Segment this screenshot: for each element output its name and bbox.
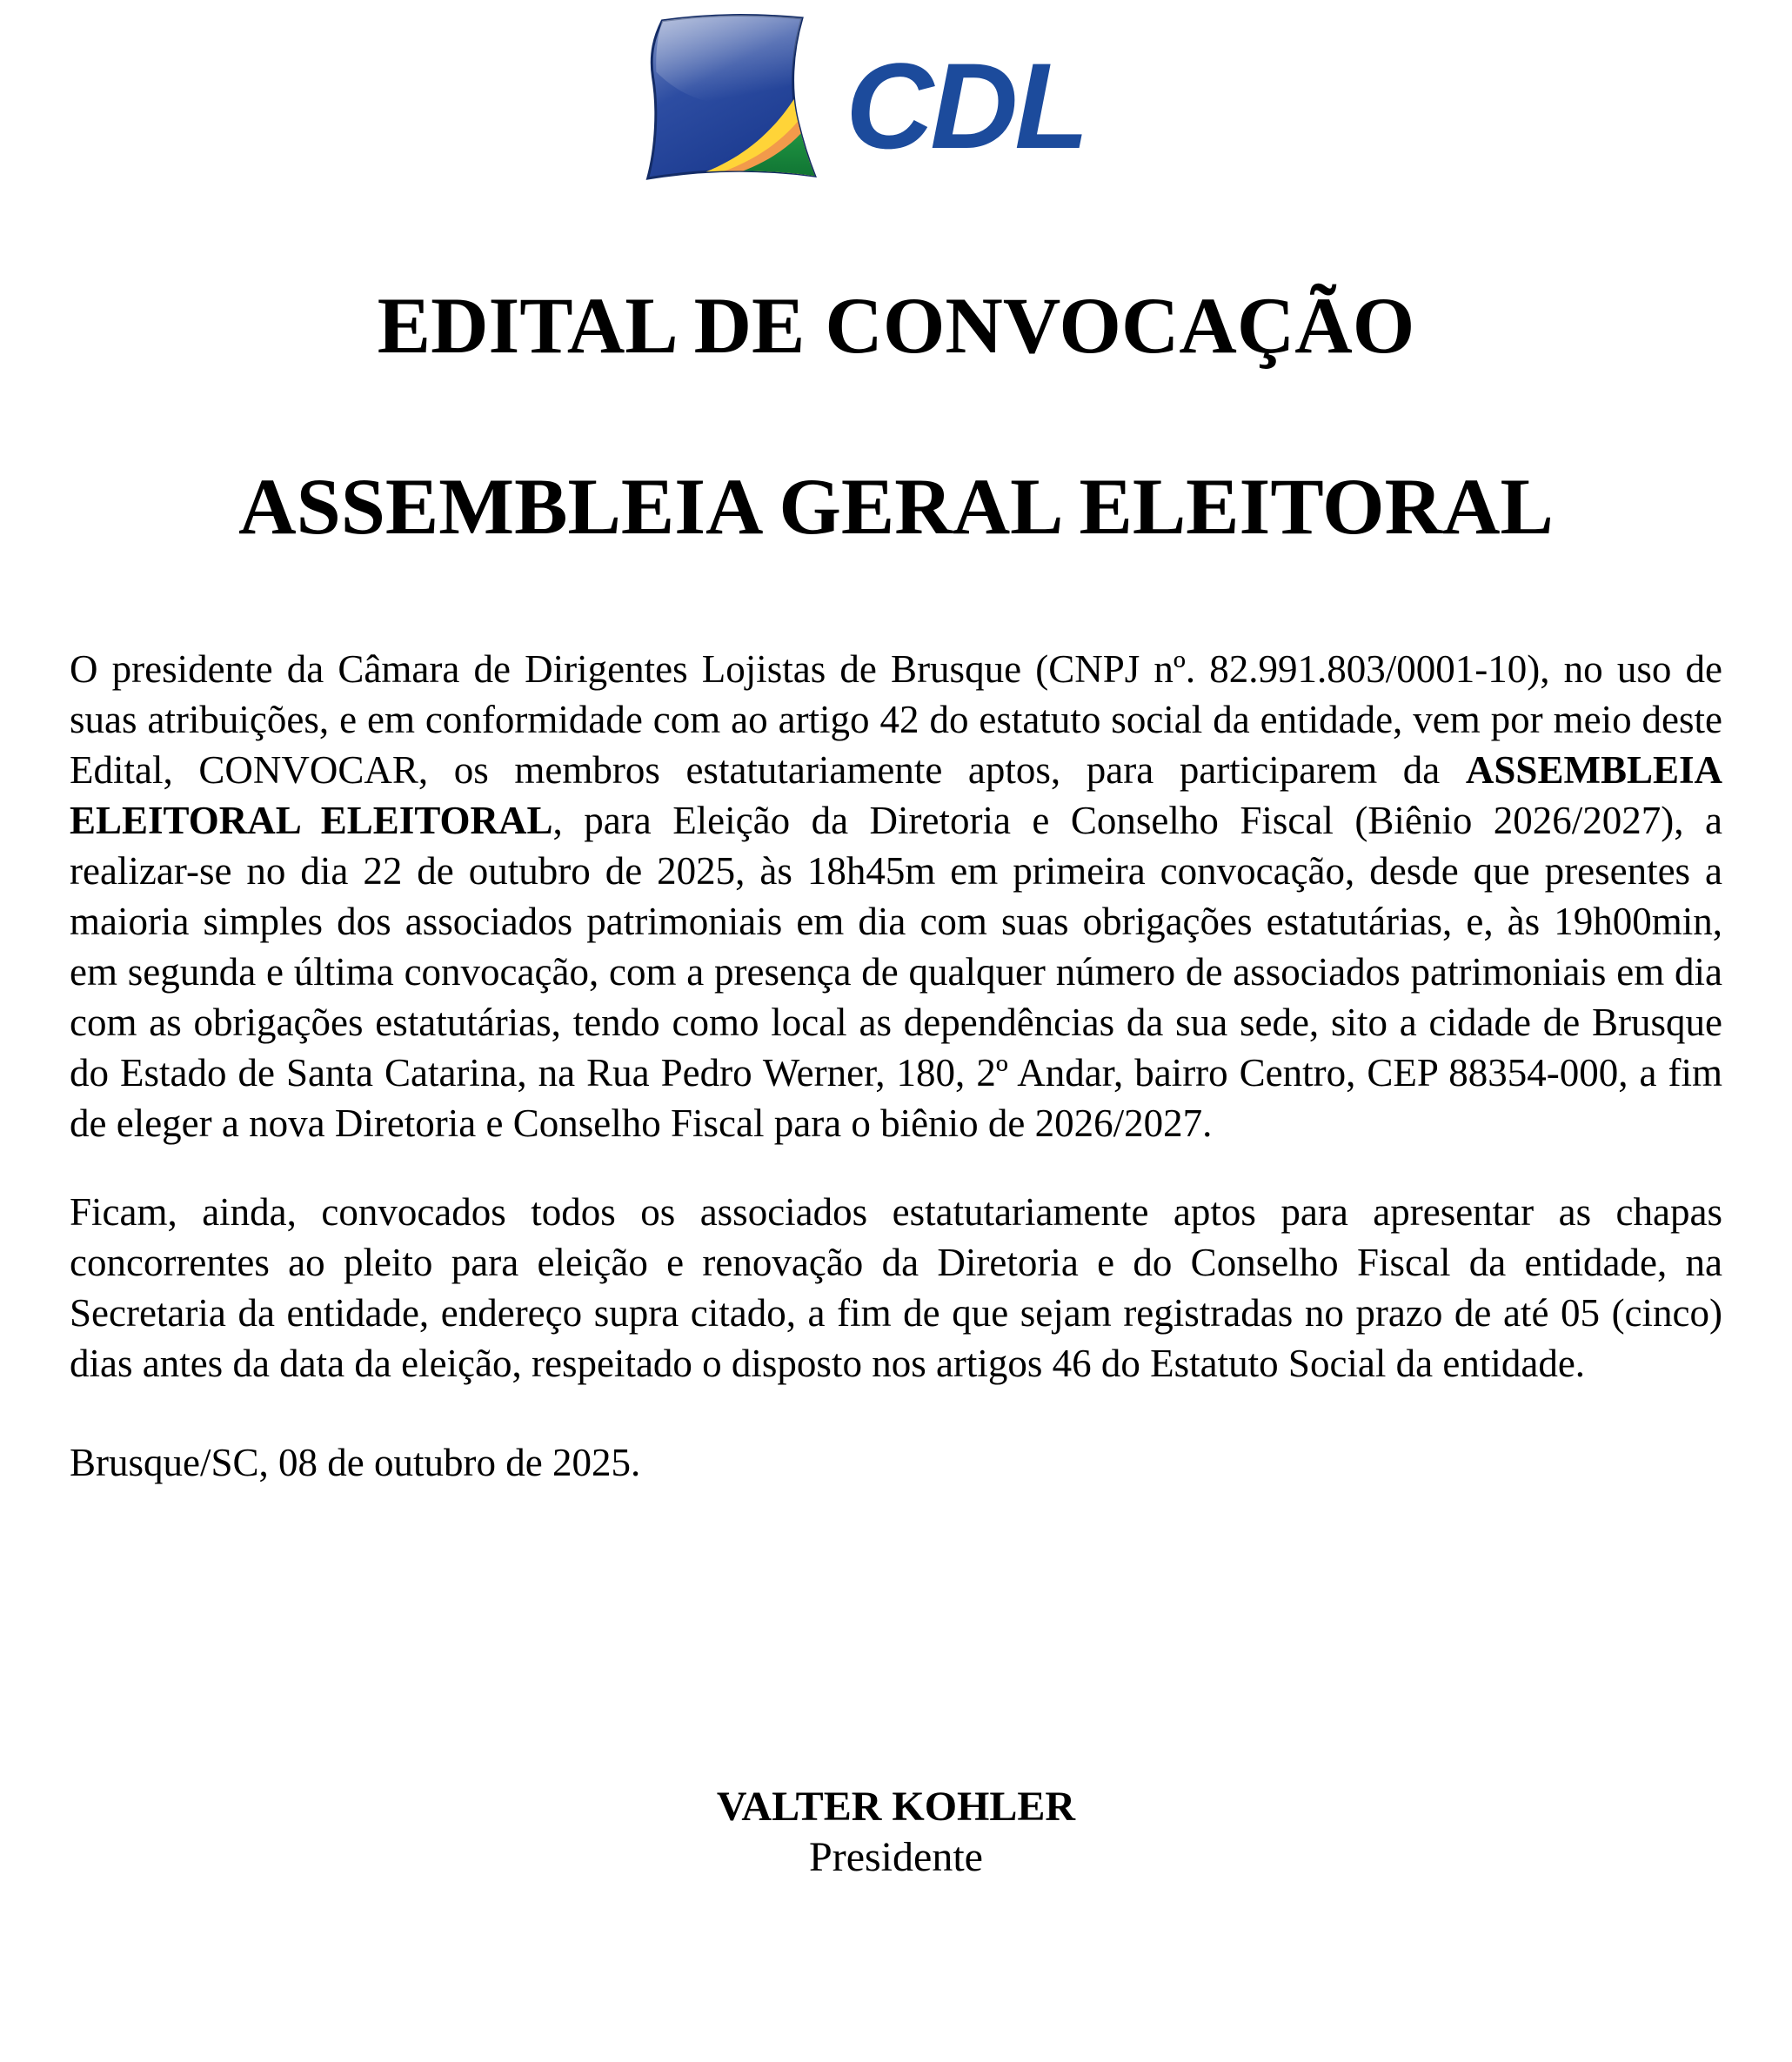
document-subtitle: ASSEMBLEIA GERAL ELEITORAL xyxy=(238,462,1554,551)
assembly-name-bold: ASSEMBLEIA ELEITORAL ELEITORAL xyxy=(70,748,1722,842)
cdl-flag-icon xyxy=(609,12,823,183)
cdl-logo xyxy=(609,12,1086,183)
paragraph1-text-before: O presidente da Câmara de Dirigentes Lojistas de Brusque (CNPJ nº. 82.991.803/0001-10), no uso de suas atribuições, e em conformidade com ao artigo 42 do estatuto social da entidade, vem por meio deste Edital, CONVOCAR, os membros estatutariamente aptos, para participarem da xyxy=(70,647,1722,792)
cdl-logo-text: CDL xyxy=(846,37,1086,174)
document-body xyxy=(0,644,1792,1488)
signature-role: Presidente xyxy=(809,1834,983,1880)
document-title: EDITAL DE CONVOCAÇÃO xyxy=(377,281,1415,370)
signature-block xyxy=(0,1782,1792,1883)
convocation-paragraph xyxy=(70,644,1722,1148)
registration-paragraph: Ficam, ainda, convocados todos os associados estatutariamente aptos para apresentar as chapas concorrentes ao pleito para eleição e renovação da Diretoria e do Conselho Fiscal da entidade, na Secretaria da entidade, endereço supra citado, a fim de que sejam registradas no prazo de até 05 (cinco) dias antes da data da eleição, respeitado o disposto nos artigos 46 do Estatuto Social da entidade. xyxy=(70,1190,1722,1385)
paragraph1-text-after: , para Eleição da Diretoria e Conselho Fiscal (Biênio 2026/2027), a realizar-se no dia 22 de outubro de 2025, às 18h45m em primeira convocação, desde que presentes a maioria simples dos associados patrimoniais em dia com suas obrigações estatutárias, e, às 19h00min, em segunda e última convocação, com a presença de qualquer número de associados patrimoniais em dia com as obrigações estatutárias, tendo como local as dependências da sua sede, sito a cidade de Brusque do Estado de Santa Catarina, na Rua Pedro Werner, 180, 2º Andar, bairro Centro, CEP 88354-000, a fim de eleger a nova Diretoria e Conselho Fiscal para o biênio de 2026/2027. xyxy=(70,799,1722,1145)
dateline: Brusque/SC, 08 de outubro de 2025. xyxy=(70,1441,641,1484)
signature-name: VALTER KOHLER xyxy=(716,1784,1076,1830)
